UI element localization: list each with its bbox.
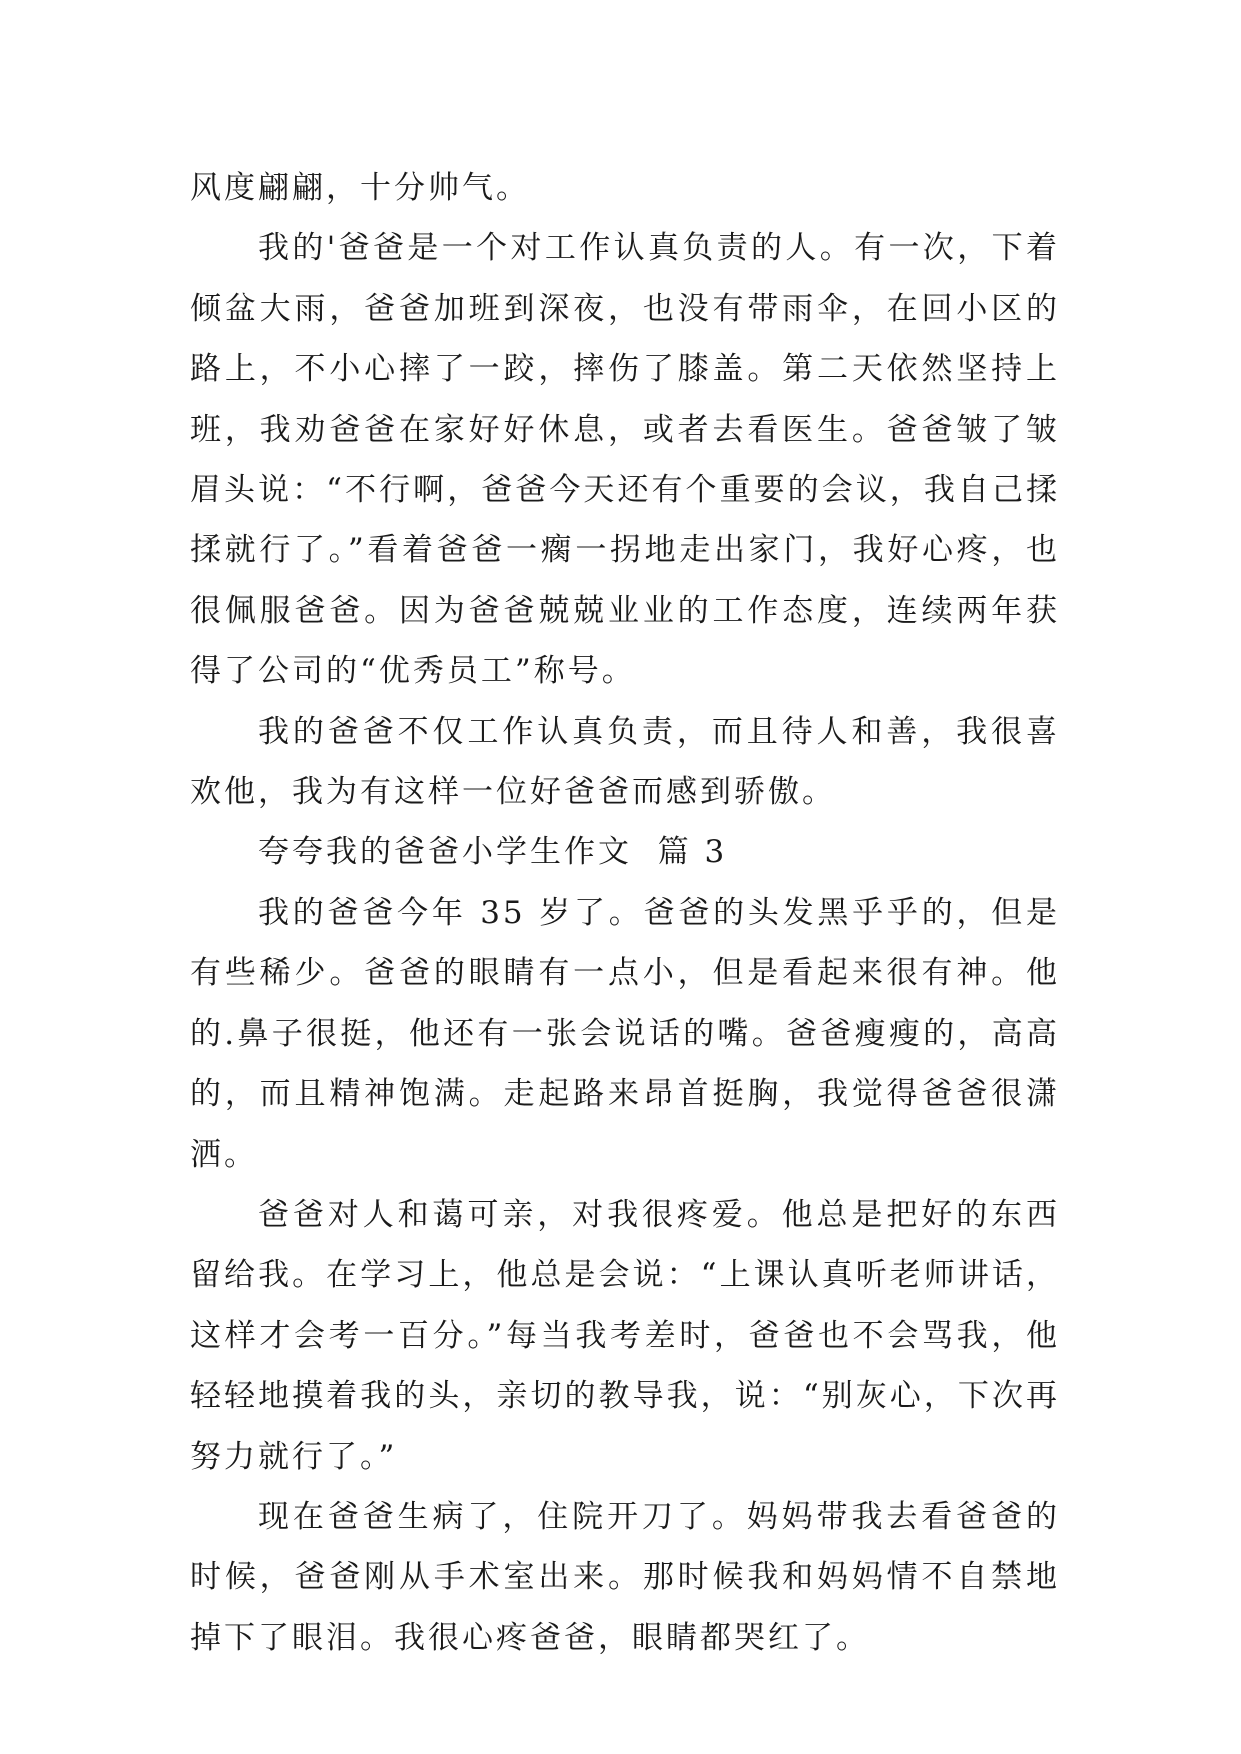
document-body bbox=[190, 158, 1060, 1668]
paragraph: 我的爸爸不仅工作认真负责，而且待人和善，我很喜欢他，我为有这样一位好爸爸而感到骄傲。 bbox=[190, 713, 1060, 811]
section-heading: 夸夸我的爸爸小学生作文 篇 3 bbox=[258, 834, 728, 871]
paragraph: 风度翩翩，十分帅气。 bbox=[190, 170, 530, 206]
paragraph: 我的爸爸今年 35 岁了。爸爸的头发黑乎乎的，但是有些稀少。爸爸的眼睛有一点小，但是看起来很有神。他的.鼻子很挺，他还有一张会说话的嘴。爸爸瘦瘦的，高高的，而且精神饱满。走起路来昂首挺胸，我觉得爸爸很潇洒。 bbox=[190, 894, 1060, 1173]
paragraph: 现在爸爸生病了，住院开刀了。妈妈带我去看爸爸的时候，爸爸刚从手术室出来。那时候我和妈妈情不自禁地掉下了眼泪。我很心疼爸爸，眼睛都哭红了。 bbox=[190, 1498, 1060, 1656]
paragraph: 我的'爸爸是一个对工作认真负责的人。有一次，下着倾盆大雨，爸爸加班到深夜，也没有带雨伞，在回小区的路上，不小心摔了一跤，摔伤了膝盖。第二天依然坚持上班，我劝爸爸在家好好休息，或者去看医生。爸爸皱了皱眉头说：“不行啊，爸爸今天还有个重要的会议，我自己揉揉就行了。”看着爸爸一瘸一拐地走出家门，我好心疼，也很佩服爸爸。因为爸爸兢兢业业的工作态度，连续两年获得了公司的“优秀员工”称号。 bbox=[190, 230, 1060, 690]
paragraph: 爸爸对人和蔼可亲，对我很疼爱。他总是把好的东西留给我。在学习上，他总是会说：“上课认真听老师讲话，这样才会考一百分。”每当我考差时，爸爸也不会骂我，他轻轻地摸着我的头，亲切的教导我，说：“别灰心，下次再努力就行了。” bbox=[190, 1196, 1060, 1475]
